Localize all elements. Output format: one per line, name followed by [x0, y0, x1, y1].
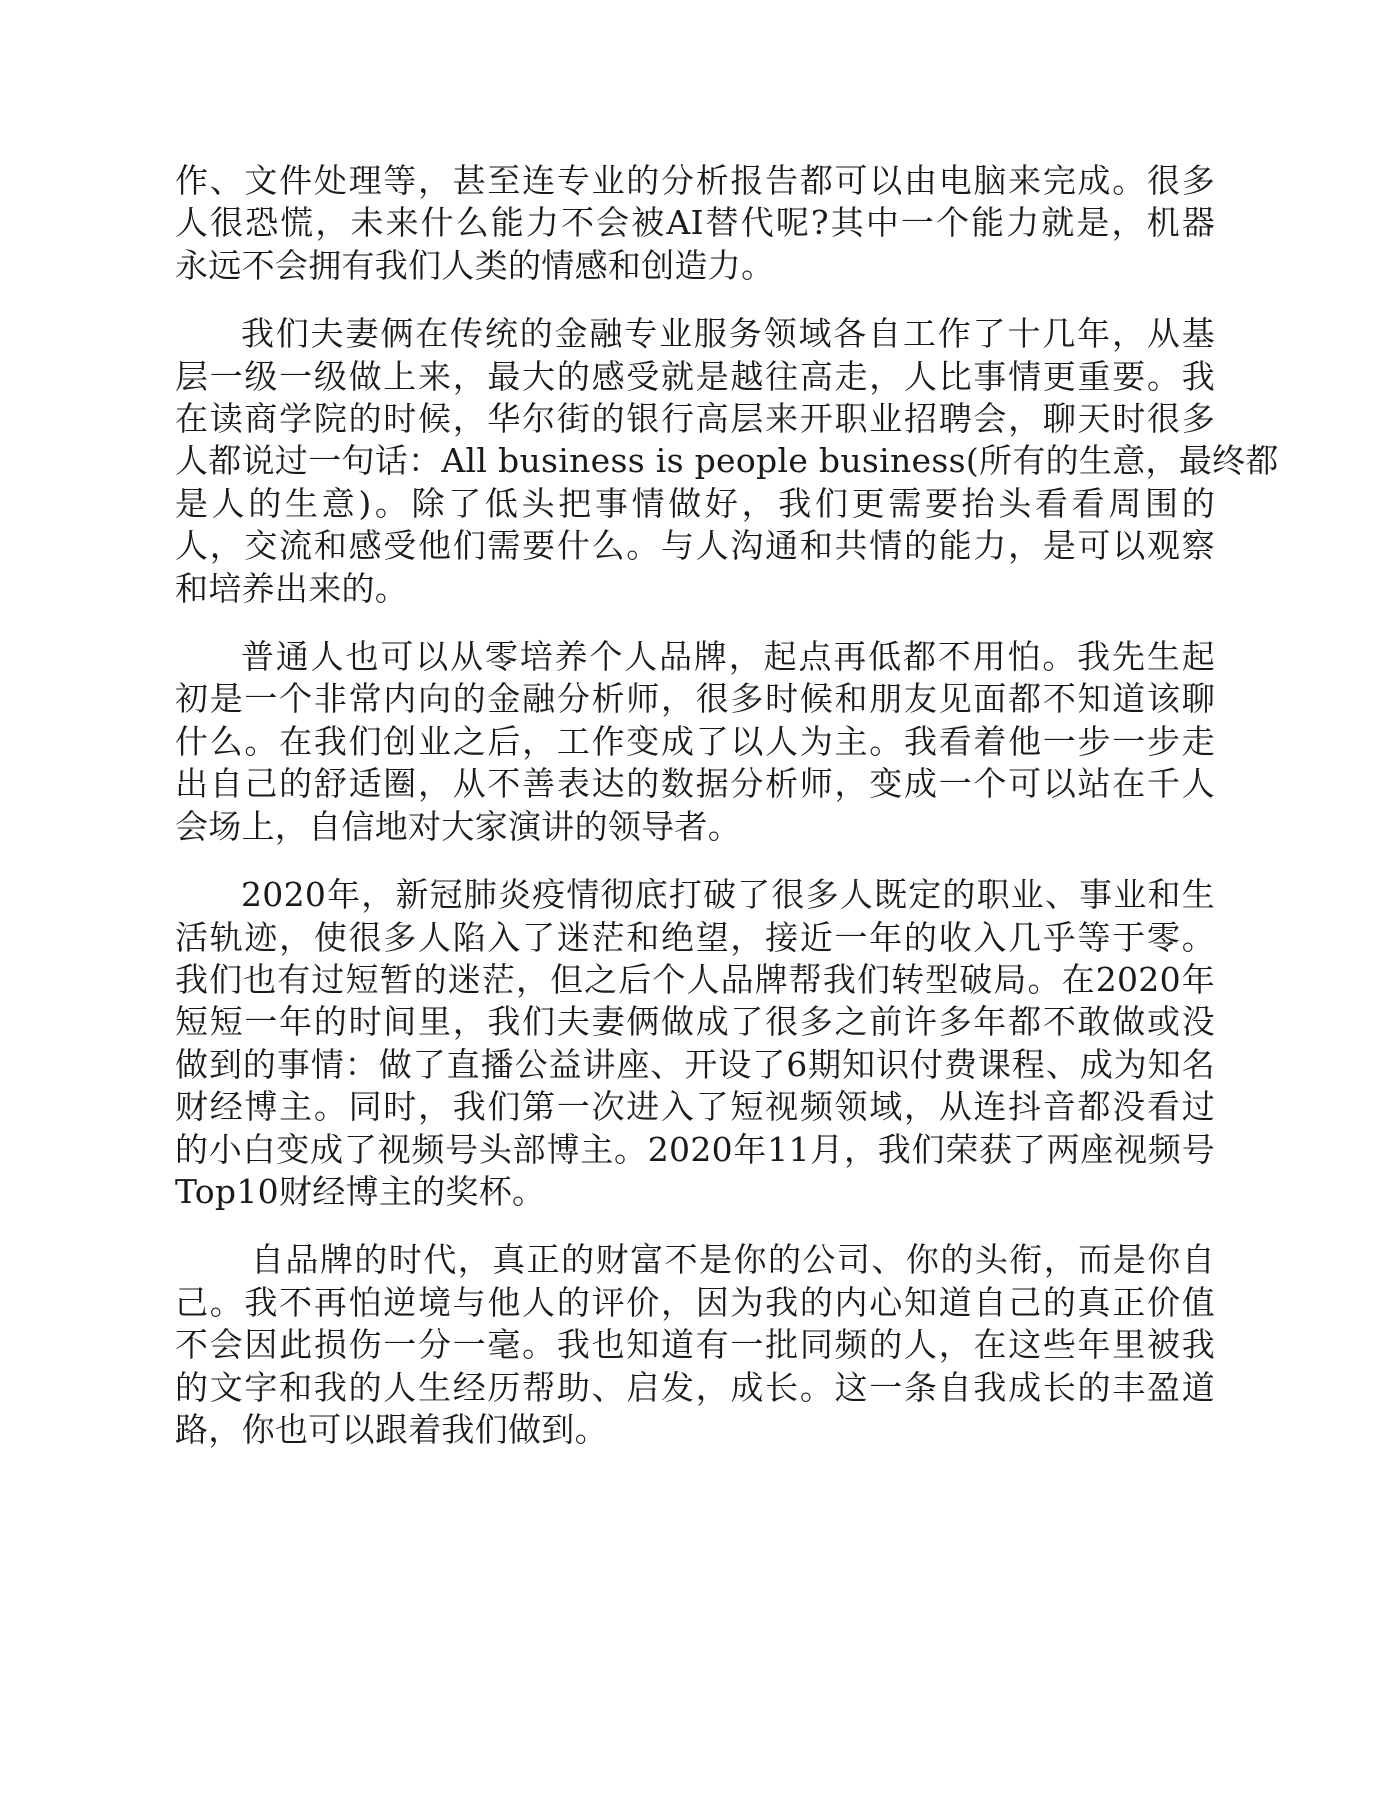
body-text	[175, 160, 1279, 1477]
text-line: 层一级一级做上来，最大的感受就是越往高走，人比事情更重要。我	[175, 356, 1215, 396]
text-line: Top10财经博主的奖杯。	[175, 1171, 546, 1211]
text-line: 什么。在我们创业之后，工作变成了以人为主。我看着他一步一步走	[175, 721, 1215, 761]
paragraph-5	[175, 1239, 1215, 1451]
text-line: 自品牌的时代，真正的财富不是你的公司、你的头衔，而是你自	[250, 1240, 1215, 1280]
text-line: 2020年，新冠肺炎疫情彻底打破了很多人既定的职业、事业和生	[241, 875, 1215, 915]
text-line: 作、文件处理等，甚至连专业的分析报告都可以由电脑来完成。很多	[175, 161, 1215, 200]
text-line: 的文字和我的人生经历帮助、启发，成长。这一条自我成长的丰盈道	[175, 1367, 1215, 1407]
text-line: 人，交流和感受他们需要什么。与人沟通和共情的能力，是可以观察	[175, 526, 1215, 566]
text-line: 活轨迹，使很多人陷入了迷茫和绝望，接近一年的收入几乎等于零。	[175, 917, 1215, 957]
text-line: 是人的生意)。除了低头把事情做好，我们更需要抬头看看周围的	[175, 483, 1215, 523]
paragraph-4	[175, 874, 1215, 1213]
text-line: 出自己的舒适圈，从不善表达的数据分析师，变成一个可以站在千人	[175, 764, 1215, 804]
text-line: 己。我不再怕逆境与他人的评价，因为我的内心知道自己的真正价值	[175, 1282, 1215, 1322]
text-line: 我们也有过短暂的迷茫，但之后个人品牌帮我们转型破局。在2020年	[175, 959, 1215, 999]
paragraph-2	[175, 313, 1279, 610]
text-line: 我们夫妻俩在传统的金融专业服务领域各自工作了十几年，从基	[241, 314, 1215, 354]
text-line: 不会因此损伤一分一毫。我也知道有一批同频的人，在这些年里被我	[175, 1325, 1215, 1365]
text-line: 永远不会拥有我们人类的情感和创造力。	[175, 245, 775, 285]
paragraph-3	[175, 636, 1215, 848]
text-line: 人很恐慌，未来什么能力不会被AI替代呢?其中一个能力就是，机器	[175, 203, 1215, 243]
text-line: 短短一年的时间里，我们夫妻俩做成了很多之前许多年都不敢做或没	[175, 1002, 1215, 1042]
text-line: 和培养出来的。	[175, 568, 409, 608]
text-line: 在读商学院的时候，华尔街的银行高层来开职业招聘会，聊天时很多	[175, 399, 1215, 439]
text-line: 普通人也可以从零培养个人品牌，起点再低都不用怕。我先生起	[241, 637, 1215, 677]
text-line: 会场上，自信地对大家演讲的领导者。	[175, 806, 742, 846]
text-line: 财经博主。同时，我们第一次进入了短视频领域，从连抖音都没看过	[175, 1087, 1215, 1127]
text-line: 做到的事情：做了直播公益讲座、开设了6期知识付费课程、成为知名	[175, 1044, 1215, 1084]
text-line: 的小白变成了视频号头部博主。2020年11月，我们荣获了两座视频号	[175, 1129, 1215, 1169]
text-line: 人都说过一句话：All business is people business(所有的生意，最终都	[175, 441, 1279, 481]
text-line: 路，你也可以跟着我们做到。	[175, 1409, 608, 1449]
text-line: 初是一个非常内向的金融分析师，很多时候和朋友见面都不知道该聊	[175, 679, 1215, 719]
paragraph-1	[175, 160, 1215, 287]
